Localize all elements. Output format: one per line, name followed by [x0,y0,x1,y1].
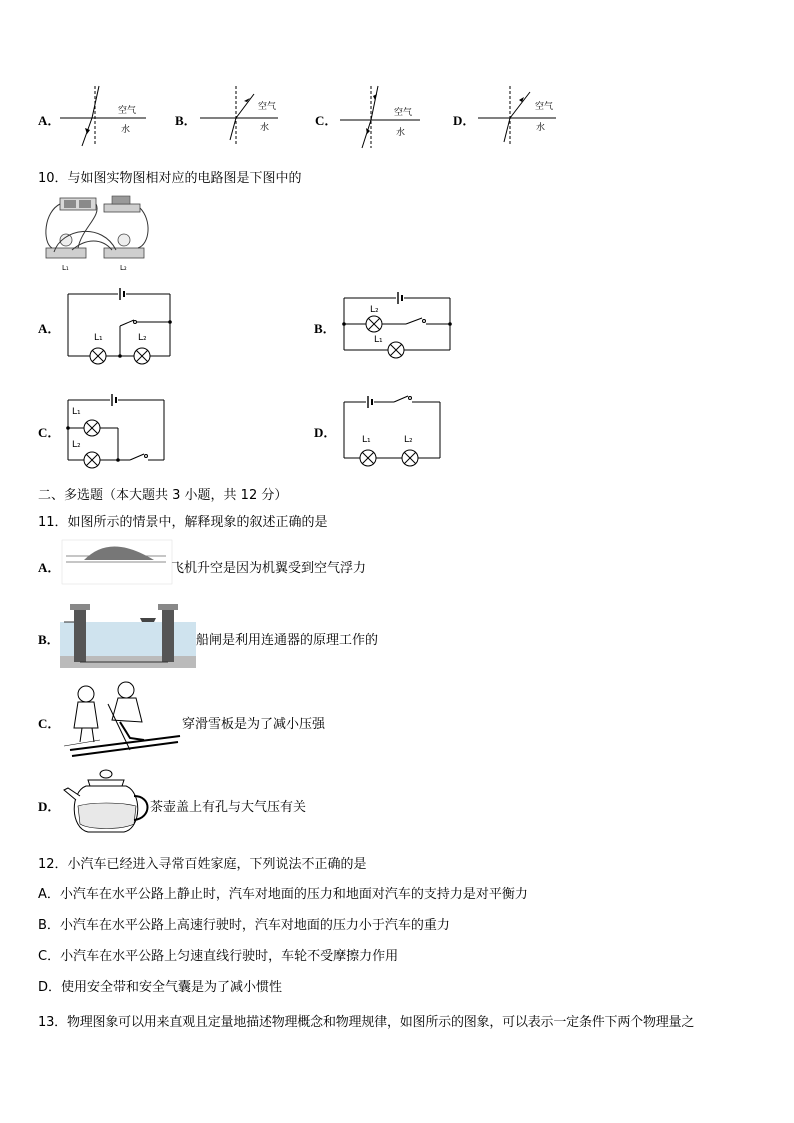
q12-option-b[interactable]: B．小汽车在水平公路上高速行驶时，汽车对地面的压力小于汽车的重力 [38,918,450,933]
q11-option-d-letter[interactable]: D． [38,799,61,814]
q11-wing-image [62,540,172,584]
q9-c-water-label: 水 [396,128,406,138]
q9-option-d-diagram [476,84,566,148]
q9-option-b-diagram [198,84,288,148]
q11-option-d-text: 茶壶盖上有孔与大气压有关 [150,800,307,815]
q9-b-air-label: 空气 [258,102,277,112]
q9-b-water-label: 水 [260,123,270,133]
q10-option-b-letter[interactable]: B． [314,321,336,336]
q9-option-a-diagram [58,84,148,148]
photo-l2-label: L₂ [120,264,127,272]
q9-a-air-label: 空气 [118,106,137,116]
q11-option-a-letter[interactable]: A． [38,560,61,575]
c-l2-label: L₂ [72,440,81,450]
b-l1-label: L₁ [374,335,383,345]
q10-stem: 10．与如图实物图相对应的电路图是下图中的 [38,171,302,186]
q10-option-c-circuit [64,390,174,470]
photo-l1-label: L₁ [62,264,69,272]
q11-option-a-text: 飞机升空是因为机翼受到空气浮力 [171,561,367,576]
q11-option-b-text: 船闸是利用连通器的原理工作的 [196,633,379,648]
b-l2-label: L₂ [370,305,379,315]
section-heading: 二、多选题（本大题共 3 小题，共 12 分） [38,488,288,503]
q11-option-b-letter[interactable]: B． [38,632,60,647]
q10-option-b-circuit [340,292,458,364]
q10-option-d-circuit [340,390,448,470]
q12-option-a[interactable]: A．小汽车在水平公路上静止时，汽车对地面的压力和地面对汽车的支持力是对平衡力 [38,887,528,902]
q9-option-b-letter[interactable]: B． [175,113,197,128]
a-l1-label: L₁ [94,333,103,343]
q10-option-c-letter[interactable]: C． [38,425,61,440]
q11-skiers-image [60,680,182,760]
q11-option-c-letter[interactable]: C． [38,716,61,731]
q10-physical-circuit-photo [42,192,154,274]
q9-c-air-label: 空气 [394,108,413,118]
q9-option-d-letter[interactable]: D． [453,113,476,128]
q9-option-c-diagram [338,84,428,150]
q9-a-water-label: 水 [121,125,131,135]
q11-option-c-text: 穿滑雪板是为了减小压强 [182,717,326,732]
q9-d-water-label: 水 [536,123,546,133]
d-l1-label: L₁ [362,435,371,445]
q12-stem: 12．小汽车已经进入寻常百姓家庭，下列说法不正确的是 [38,857,367,872]
a-l2-label: L₂ [138,333,147,343]
q11-teapot-image [62,766,150,840]
q10-option-d-letter[interactable]: D． [314,425,337,440]
q11-ship-lock-image [60,600,196,670]
q12-option-d[interactable]: D．使用安全带和安全气囊是为了减小惯性 [38,980,283,995]
c-l1-label: L₁ [72,407,81,417]
q13-stem: 13．物理图象可以用来直观且定量地描述物理概念和物理规律，如图所示的图象，可以表示一定条件下两个物理量之 [38,1015,695,1030]
q10-option-a-circuit [64,290,180,372]
q9-option-c-letter[interactable]: C． [315,113,338,128]
d-l2-label: L₂ [404,435,413,445]
q10-option-a-letter[interactable]: A． [38,321,61,336]
q11-stem: 11．如图所示的情景中，解释现象的叙述正确的是 [38,515,328,530]
q9-option-a-letter[interactable]: A． [38,113,61,128]
q9-d-air-label: 空气 [535,102,554,112]
q12-option-c[interactable]: C．小汽车在水平公路上匀速直线行驶时，车轮不受摩擦力作用 [38,949,399,964]
